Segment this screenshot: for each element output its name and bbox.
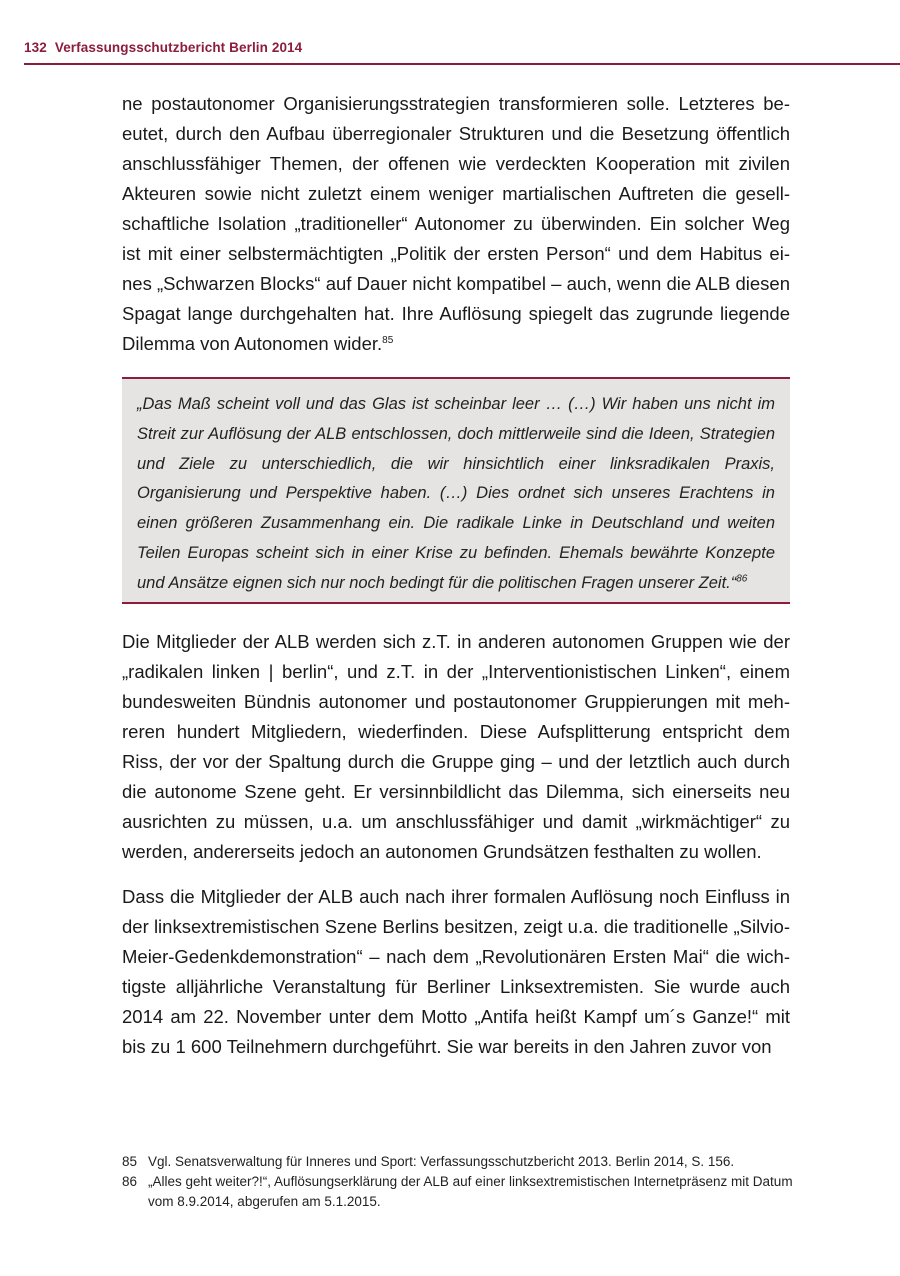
paragraph-1-text: ne postautonomer Organisierungsstrategien transformieren solle. Letzteres beeutet, durch den Aufbau überregionaler Strukturen und die Besetzung öffentlich anschlussfähiger Themen, der offenen wie verdeckten Kooperation mit zivilen Akteuren sowie nicht zuletzt einem weniger martialischen Auftreten die gesellschaftliche Isolation „traditioneller“ Autonomer zu überwinden. Ein solcher Weg ist mit einer selbstermächtigten „Politik der ersten Person“ und dem Habitus eines „Schwarzen Blocks“ auf Dauer nicht kompatibel – auch, wenn die ALB diesen Spagat lange durchgehalten hat. Ihre Auflösung spiegelt das zugrunde liegende Dilemma von Autonomen wider. [122, 93, 790, 354]
quote-box [122, 377, 790, 604]
paragraph-2: Die Mitglieder der ALB werden sich z.T. in anderen autonomen Gruppen wie der „radikalen linken | berlin“, und z.T. in der „Interventionistischen Linken“, einem bundesweiten Bündnis autonomer und postautonomer Gruppierungen mit mehreren hundert Mitgliedern, wiederfinden. Diese Aufsplitterung entspricht dem Riss, der vor der Spaltung durch die Gruppe ging – und der letztlich auch durch die autonome Szene geht. Er versinnbildlicht das Dilemma, sich einerseits neu ausrichten zu müssen, u.a. um anschlussfähiger und damit „wirkmächtiger“ zu werden, andererseits jedoch an autonomen Grundsätzen festhalten zu wollen. [122, 631, 790, 862]
footnote-86 [122, 1172, 802, 1212]
header-rule [24, 63, 900, 65]
paragraph-1 [122, 89, 790, 359]
footnote-ref-86[interactable]: 86 [736, 573, 748, 585]
running-header [24, 40, 302, 55]
paragraph-3: Dass die Mitglieder der ALB auch nach ihrer formalen Auflösung noch Einfluss in der linksextremistischen Szene Berlins besitzen, zeigt u.a. die traditionelle „Silvio-Meier-Gedenkdemonstration“ – nach dem „Revolutionären Ersten Mai“ die wichtigste alljährliche Veranstaltung für Berliner Linksextremisten. Sie wurde auch 2014 am 22. November unter dem Motto „Antifa heißt Kampf um´s Ganze!“ mit bis zu 1 600 Teilnehmern durchgeführt. Sie war bereits in den Jahren zuvor von [122, 886, 790, 1057]
quote-text: „Das Maß scheint voll und das Glas ist scheinbar leer … (…) Wir haben uns nicht im Streit zur Auflösung der ALB entschlossen, doch mittlerweile sind die Ideen, Strategien und Ziele zu unterschiedlich, die wir hinsichtlich einer linksradikalen Praxis, Organisierung und Perspektive haben. (…) Dies ordnet sich unseres Erachtens in einen größeren Zusammenhang ein. Die radikale Linke in Deutschland und weiten Teilen Europas scheint sich in einer Krise zu befinden. Ehemals bewährte Konzepte und Ansätze eignen sich nur noch bedingt für die politischen Fragen unserer Zeit.“ [137, 395, 775, 592]
header-title: Verfassungsschutzbericht Berlin 2014 [54, 40, 303, 55]
footnote-85 [122, 1152, 802, 1172]
footnote-number: 86 [122, 1174, 138, 1189]
page-number: 132 [24, 40, 47, 55]
footnote-number: 85 [122, 1154, 138, 1169]
footnotes [122, 1152, 802, 1212]
footnote-ref-85[interactable]: 85 [382, 334, 394, 346]
quote-text-block [137, 390, 775, 599]
footnote-text: Vgl. Senatsverwaltung für Inneres und Sport: Verfassungsschutzbericht 2013. Berlin 2014, S. 156. [148, 1154, 735, 1169]
footnote-text: „Alles geht weiter?!“, Auflösungserklärung der ALB auf einer linksextremistischen Internetpräsenz mit Datum vom 8.9.2014, abgerufen am 5.1.2015. [148, 1174, 793, 1209]
